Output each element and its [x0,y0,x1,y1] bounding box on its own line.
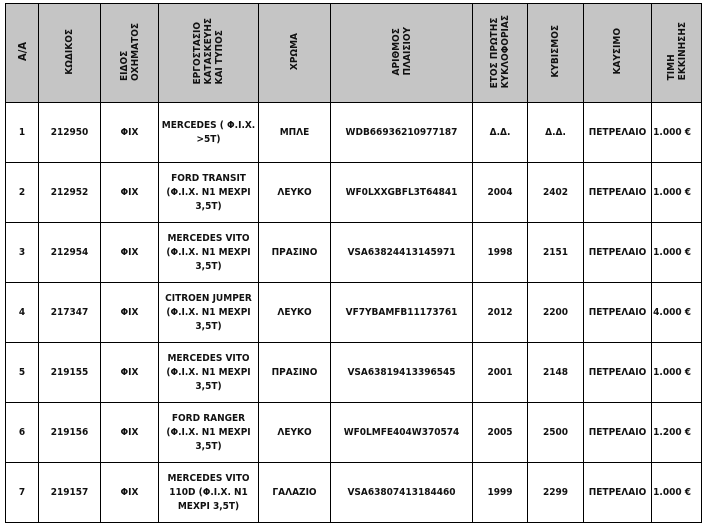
cell-displacement: 2500 [528,403,584,463]
header-color: ΧΡΩΜΑ [259,4,331,103]
cell-year: Δ.Δ. [473,103,528,163]
cell-price: 1.000 € [652,103,702,163]
cell-aa: 5 [6,343,39,403]
header-starting-price: ΤΙΜΗ ΕΚΚΙΝΗΣΗΣ [652,4,702,103]
table-row [6,403,702,463]
cell-manufacturer: FORD TRANSIT (Φ.Ι.Χ. Ν1 ΜΕΧΡΙ 3,5Τ) [159,163,259,223]
cell-color: ΛΕΥΚΟ [259,403,331,463]
cell-fuel: ΠΕΤΡΕΛΑΙΟ [584,463,652,523]
cell-year: 2005 [473,403,528,463]
cell-fuel: ΠΕΤΡΕΛΑΙΟ [584,343,652,403]
cell-displacement: 2200 [528,283,584,343]
cell-price: 1.000 € [652,343,702,403]
cell-code: 217347 [39,283,101,343]
cell-color: ΠΡΑΣΙΝΟ [259,343,331,403]
cell-code: 212950 [39,103,101,163]
cell-chassis: VSA63819413396545 [331,343,473,403]
cell-manufacturer: MERCEDES VITO (Φ.Ι.Χ. Ν1 ΜΕΧΡΙ 3,5Τ) [159,343,259,403]
cell-price: 4.000 € [652,283,702,343]
cell-fuel: ΠΕΤΡΕΛΑΙΟ [584,283,652,343]
cell-fuel: ΠΕΤΡΕΛΑΙΟ [584,403,652,463]
cell-vehicle-type: ΦΙΧ [101,343,159,403]
table-body [6,103,702,523]
cell-year: 1998 [473,223,528,283]
cell-color: ΠΡΑΣΙΝΟ [259,223,331,283]
cell-price: 1.000 € [652,463,702,523]
cell-code: 212952 [39,163,101,223]
cell-code: 212954 [39,223,101,283]
cell-color: ΜΠΛΕ [259,103,331,163]
cell-displacement: 2402 [528,163,584,223]
cell-manufacturer: MERCEDES ( Φ.Ι.Χ. >5Τ) [159,103,259,163]
cell-aa: 7 [6,463,39,523]
cell-price: 1.000 € [652,163,702,223]
cell-displacement: 2148 [528,343,584,403]
header-row [6,4,702,103]
cell-fuel: ΠΕΤΡΕΛΑΙΟ [584,163,652,223]
cell-year: 2012 [473,283,528,343]
cell-aa: 4 [6,283,39,343]
cell-fuel: ΠΕΤΡΕΛΑΙΟ [584,103,652,163]
header-first-registration-year: ΕΤΟΣ ΠΡΩΤΗΣ ΚΥΚΛΟΦΟΡΙΑΣ [473,4,528,103]
cell-code: 219155 [39,343,101,403]
cell-color: ΛΕΥΚΟ [259,163,331,223]
vehicle-auction-table [5,3,702,523]
cell-chassis: VSA63807413184460 [331,463,473,523]
cell-vehicle-type: ΦΙΧ [101,463,159,523]
cell-color: ΛΕΥΚΟ [259,283,331,343]
cell-code: 219156 [39,403,101,463]
cell-displacement: 2299 [528,463,584,523]
table-row [6,283,702,343]
cell-aa: 3 [6,223,39,283]
cell-chassis: VF7YBAMFB11173761 [331,283,473,343]
cell-year: 2001 [473,343,528,403]
cell-aa: 1 [6,103,39,163]
header-code: ΚΩΔΙΚΟΣ [39,4,101,103]
table-row [6,463,702,523]
cell-price: 1.000 € [652,223,702,283]
cell-fuel: ΠΕΤΡΕΛΑΙΟ [584,223,652,283]
table-row [6,103,702,163]
cell-aa: 2 [6,163,39,223]
cell-vehicle-type: ΦΙΧ [101,403,159,463]
header-fuel: ΚΑΥΣΙΜΟ [584,4,652,103]
cell-aa: 6 [6,403,39,463]
cell-price: 1.200 € [652,403,702,463]
cell-code: 219157 [39,463,101,523]
cell-chassis: WF0LMFE404W370574 [331,403,473,463]
header-vehicle-type: ΕΙΔΟΣ ΟΧΗΜΑΤΟΣ [101,4,159,103]
table-row [6,343,702,403]
cell-chassis: WDB66936210977187 [331,103,473,163]
cell-manufacturer: MERCEDES VITO (Φ.Ι.Χ. Ν1 ΜΕΧΡΙ 3,5Τ) [159,223,259,283]
table-row [6,223,702,283]
cell-manufacturer: MERCEDES VITO 110D (Φ.Ι.Χ. Ν1 ΜΕΧΡΙ 3,5Τ) [159,463,259,523]
cell-color: ΓΑΛΑΖΙΟ [259,463,331,523]
header-manufacturer: ΕΡΓΟΣΤΑΣΙΟ ΚΑΤΑΣΚΕΥΗΣ ΚΑΙ ΤΥΠΟΣ [159,4,259,103]
table-row [6,163,702,223]
cell-vehicle-type: ΦΙΧ [101,223,159,283]
cell-year: 2004 [473,163,528,223]
header-chassis: ΑΡΙΘΜΟΣ ΠΛΑΙΣΙΟΥ [331,4,473,103]
cell-chassis: WF0LXXGBFL3T64841 [331,163,473,223]
header-aa: Α/Α [6,4,39,103]
cell-vehicle-type: ΦΙΧ [101,283,159,343]
header-displacement: ΚΥΒΙΣΜΟΣ [528,4,584,103]
cell-year: 1999 [473,463,528,523]
cell-manufacturer: FORD RANGER (Φ.Ι.Χ. Ν1 ΜΕΧΡΙ 3,5Τ) [159,403,259,463]
cell-vehicle-type: ΦΙΧ [101,163,159,223]
cell-displacement: Δ.Δ. [528,103,584,163]
cell-manufacturer: CITROEN JUMPER (Φ.Ι.Χ. Ν1 ΜΕΧΡΙ 3,5Τ) [159,283,259,343]
cell-vehicle-type: ΦΙΧ [101,103,159,163]
cell-displacement: 2151 [528,223,584,283]
cell-chassis: VSA63824413145971 [331,223,473,283]
